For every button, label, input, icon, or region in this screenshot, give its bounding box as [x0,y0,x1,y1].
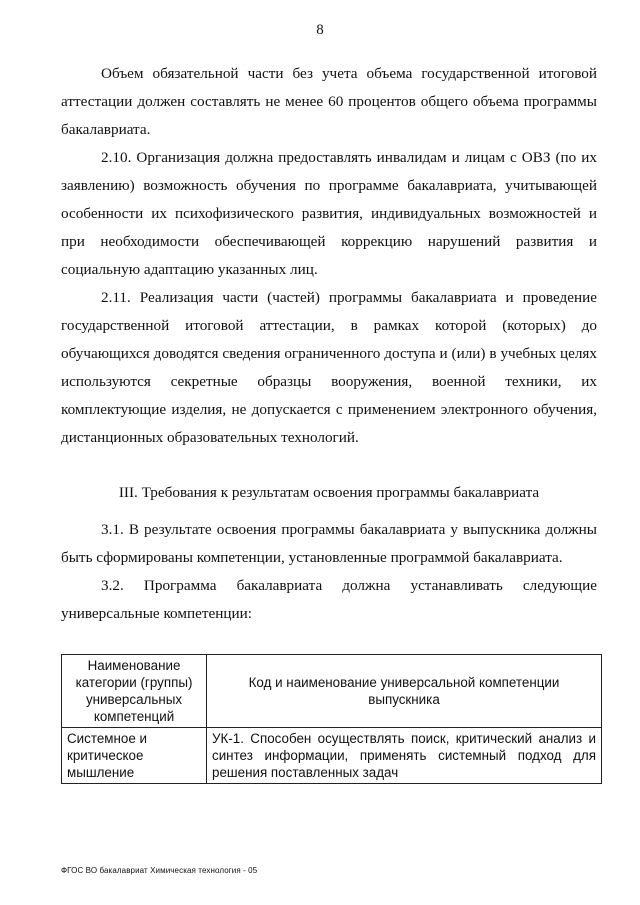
table-header-row [62,655,602,728]
paragraph-3-2-line1: 3.2. Программа бакалавриата должна устанавливать следующие [101,577,597,594]
paragraph-3-2-line2: универсальные компетенции: [61,605,252,622]
paragraph-2-11: 2.11. Реализация части (частей) программы бакалавриата и проведение государственной итоговой аттестации, в рамках которой (которых) до обучающихся доводятся сведения ограниченного доступа и (или) в учебных целях используются секретные образцы вооружения, военной техники, их комплектующие изделия, не допускается с применением электронного обучения, дистанционных образовательных технологий. [61,289,597,446]
table-cell-category: Системное и критическое мышление [62,728,207,784]
table-cell-description: УК-1. Способен осуществлять поиск, критический анализ и синтез информации, применять системный подход для решения поставленных задач [207,728,602,784]
page-footer: ФГОС ВО бакалавриат Химическая технология - 05 [61,866,258,875]
page-number: 8 [316,22,324,38]
paragraph-obligatory-part: Объем обязательной части без учета объема государственной итоговой аттестации должен составлять не менее 60 процентов общего объема программы бакалавриата. [61,65,597,138]
table-header-code: Код и наименование универсальной компетенции выпускника [207,655,602,728]
table-header-category: Наименование категории (группы) универсальных компетенций [62,655,207,728]
paragraph-3-1: 3.1. В результате освоения программы бакалавриата у выпускника должны быть сформированы компетенции, установленные программой бакалавриата. [61,521,597,566]
table-row [62,728,602,784]
section-heading-III: III. Требования к результатам освоения программы бакалавриата [118,484,540,501]
paragraph-2-10: 2.10. Организация должна предоставлять инвалидам и лицам с ОВЗ (по их заявлению) возможность обучения по программе бакалавриата, учитывающей особенности их психофизического развития, индивидуальных возможностей и при необходимости обеспечивающей коррекцию нарушений развития и социальную адаптацию указанных лиц. [61,149,597,278]
competence-table [61,654,602,784]
